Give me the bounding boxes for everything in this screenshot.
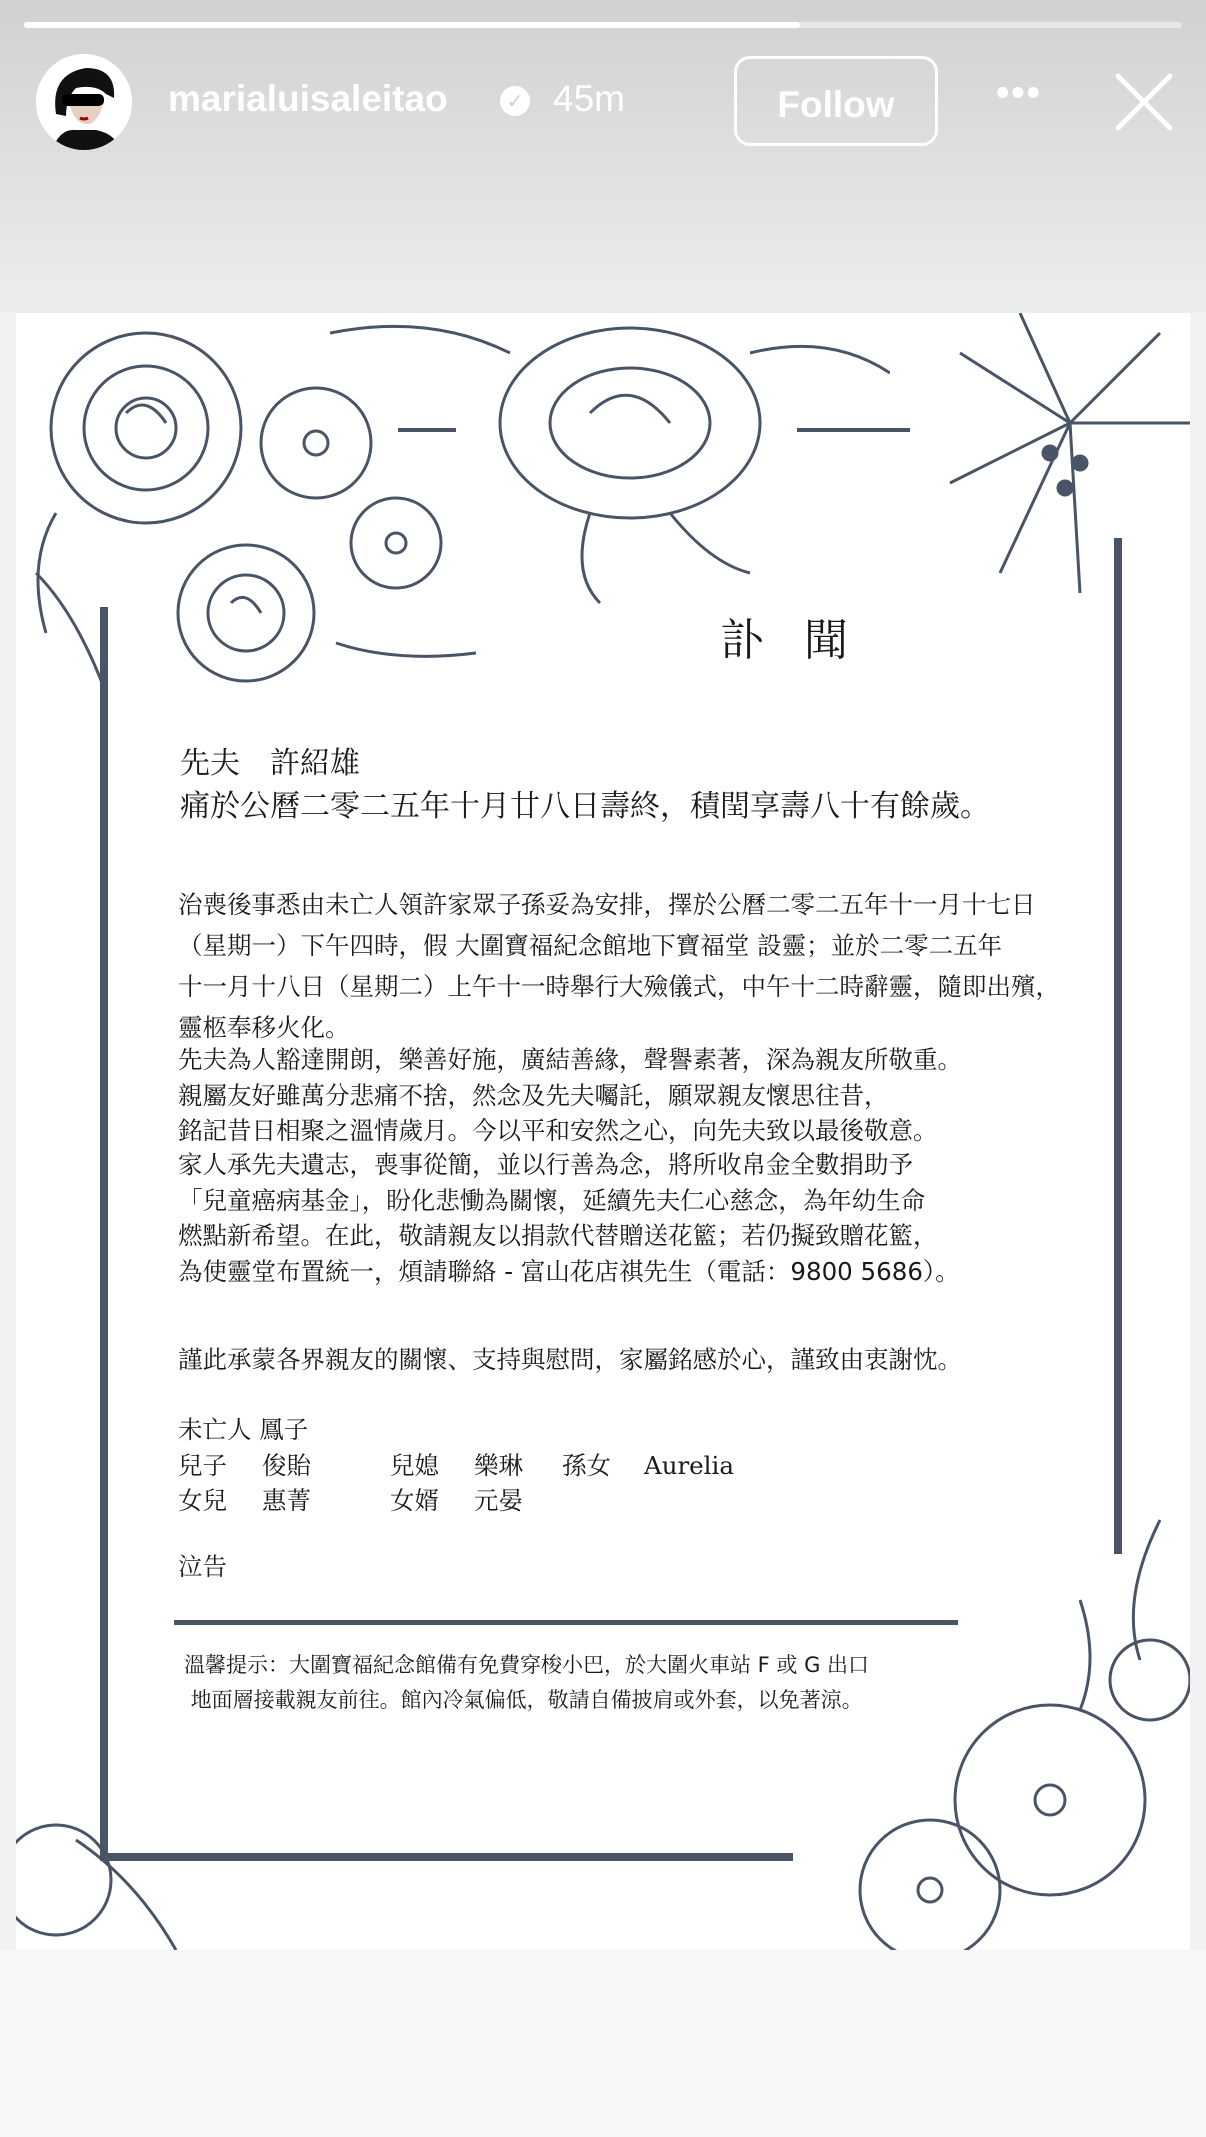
text-line: 先夫為人豁達開朗，樂善好施，廣結善緣，聲譽素著，深為親友所敬重。	[178, 1045, 962, 1074]
text-line: 治喪後事悉由未亡人領許家眾子孫妥為安排，擇於公曆二零二五年十一月十七日	[178, 890, 1036, 919]
text-line: 「兒童癌病基金」，盼化悲慟為關懷，延續先夫仁心慈念，為年幼生命	[178, 1185, 926, 1215]
widow-name: 未亡人 鳳子	[178, 1415, 309, 1444]
story-footer-background	[0, 1950, 1206, 2137]
frame-right-line	[1114, 538, 1122, 1554]
text-line: 溫馨提示：大圍寶福紀念館備有免費穿梭小巴，於大圍火車站 F 或 G 出口	[184, 1653, 870, 1677]
blossom-illustration-icon	[780, 1500, 1190, 1950]
reminder-note	[184, 1648, 869, 1718]
post-time: 45m	[553, 78, 625, 119]
text-line: 家人承先夫遺志，喪事從簡，並以行善為念，將所收帛金全數捐助予	[178, 1150, 913, 1179]
text-line: （星期一）下午四時，假 大圍寶福紀念館地下寶福堂 設靈；並於二零二五年	[178, 931, 1003, 960]
notice-title: 訃聞	[720, 615, 888, 666]
text-line: 地面層接載親友前往。館內冷氣偏低，敬請自備披肩或外套，以免著涼。	[184, 1688, 863, 1712]
text-line: 十一月十八日（星期二）上午十一時舉行大殮儀式，中午十二時辭靈，隨即出殯，	[178, 972, 1060, 1001]
frame-top-line	[398, 428, 456, 432]
closing-text: 泣告	[178, 1552, 227, 1581]
verified-badge-icon: ✓	[500, 86, 530, 116]
username[interactable]: marialuisaleitao	[168, 78, 448, 119]
funeral-arrangements	[178, 884, 1060, 1048]
avatar[interactable]	[36, 54, 132, 150]
thanks-paragraph: 謹此承蒙各界親友的關懷、支持與慰問，家屬銘感於心，謹致由衷謝忱。	[178, 1345, 962, 1374]
text-line: 靈柩奉移火化。	[178, 1013, 350, 1042]
name: 樂琳	[474, 1450, 523, 1480]
relation: 女婿	[390, 1486, 439, 1515]
tribute-paragraph	[178, 1042, 962, 1149]
follow-button[interactable]: Follow	[734, 56, 938, 146]
deceased-name: 先夫 許紹雄	[180, 746, 360, 781]
relation: 兒媳	[390, 1450, 439, 1480]
relation: 兒子	[178, 1450, 227, 1480]
lily-illustration-icon	[900, 313, 1190, 613]
relation: 孫女	[562, 1450, 611, 1480]
frame-left-line	[100, 607, 108, 1861]
divider	[174, 1620, 958, 1625]
family-row	[178, 1448, 734, 1484]
peony-illustration-icon	[330, 313, 890, 613]
name: 惠菁	[262, 1486, 311, 1515]
donation-paragraph	[178, 1147, 960, 1289]
text-line: 燃點新希望。在此，敬請親友以捐款代替贈送花籃；若仍擬致贈花籃，	[178, 1221, 938, 1250]
story-progress-fill	[24, 22, 800, 28]
death-date: 痛於公曆二零二五年十月廿八日壽終，積閏享壽八十有餘歲。	[180, 789, 990, 824]
story-header-background	[0, 0, 1206, 313]
close-icon[interactable]	[1112, 70, 1176, 134]
more-options-icon[interactable]: •••	[996, 72, 1042, 114]
name: Aurelia	[644, 1450, 734, 1480]
family-row	[178, 1483, 734, 1519]
text-line: 親屬友好雖萬分悲痛不捨，然念及先夫囑託，願眾親友懷思往昔，	[178, 1080, 889, 1110]
avatar-portrait-icon	[36, 54, 132, 150]
name: 俊貽	[262, 1450, 311, 1480]
story-progress-bar	[24, 22, 1182, 28]
family-list	[178, 1412, 734, 1519]
name: 元晏	[474, 1486, 523, 1515]
frame-bottom-line	[100, 1853, 793, 1861]
relation: 女兒	[178, 1486, 227, 1515]
text-line: 為使靈堂布置統一，煩請聯絡 - 富山花店祺先生（電話：9800 5686）。	[178, 1256, 960, 1286]
text-line: 銘記昔日相聚之溫情歲月。今以平和安然之心，向先夫致以最後敬意。	[178, 1116, 938, 1145]
frame-top-line	[797, 428, 910, 432]
